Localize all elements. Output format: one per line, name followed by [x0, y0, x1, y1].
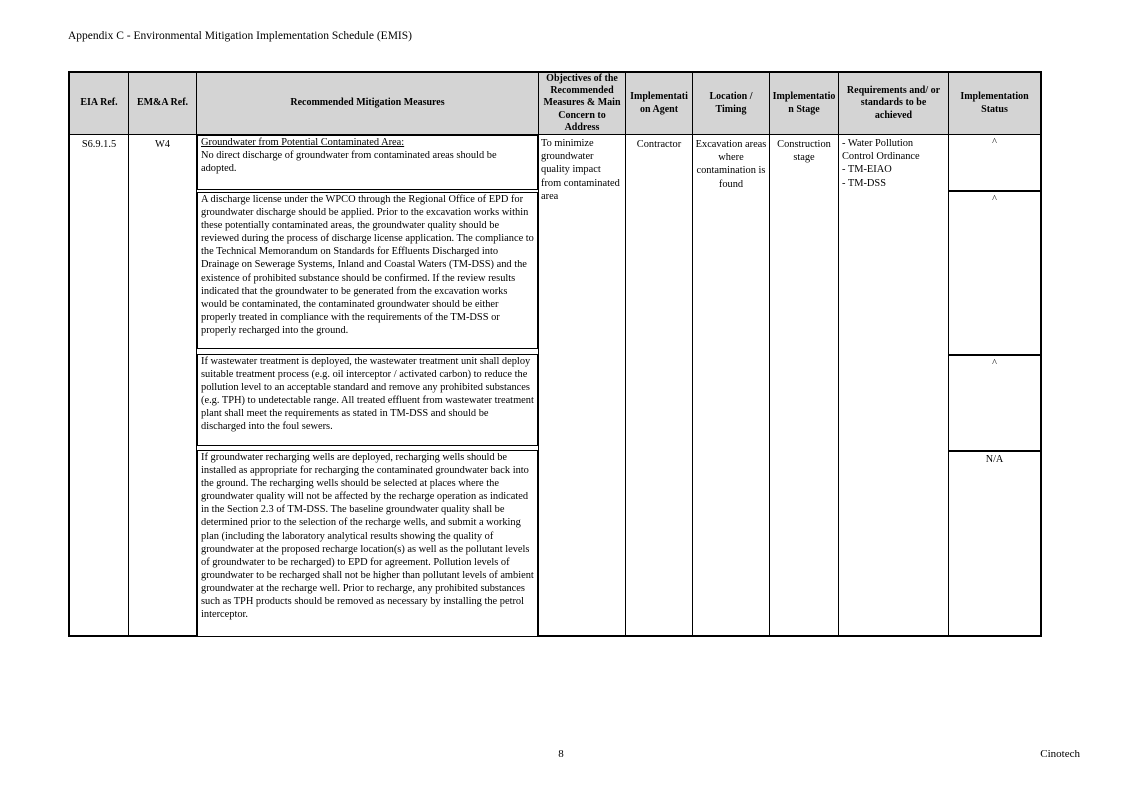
cell-implementation-status — [949, 135, 1040, 637]
measure-item — [197, 135, 538, 190]
measure-text: A discharge license under the WPCO through the Regional Office of EPD for groundwater discharge should be applied. Prior to the excavation works within these potentially contaminated areas, the groundwater quality should be reviewed during the process of discharge license application. The compliance to the Technical Memorandum on Standards for Effluents Discharged into Drainage on Sewerage Systems, Inland and Coastal Waters (TM-DSS) and the existence of prohibited substance should be confirmed. If the review results indicated that the groundwater to be generated from the excavation works would be contaminated, the contaminated groundwater should be either properly treated in compliance with the requirements of the TM-DSS or properly recharged into the ground. — [201, 194, 534, 336]
table-body-row — [70, 135, 1040, 637]
cell-eia-ref: S6.9.1.5 — [70, 135, 129, 637]
column-header-objectives: Objectives of the Recommended Measures & Main Concern to Address — [539, 73, 626, 134]
cell-implementation-agent: Contractor — [626, 135, 693, 637]
measure-text: If groundwater recharging wells are deployed, recharging wells should be installed as appropriate for recharging the contaminated groundwater back into the ground. The recharging wells should be selected at places where the groundwater quality will not be affected by the recharge operation as indicated in the Section 2.3 of TM-DSS. The baseline groundwater quality shall be determined prior to the selection of the recharge wells, and submit a working plan (including the laboratory analytical results showing the quality of groundwater at the proposed recharge location(s) as well as the pollutant levels of groundwater to be recharged) to EPD for agreement. Pollution levels of groundwater to be recharged shall not be higher than pollutant levels of ambient groundwater at the recharge well. Prior to recharge, any prohibited substances such as TPH products should be removed as necessary by installing the petrol interceptor. — [201, 452, 534, 621]
measure-item — [197, 354, 538, 446]
column-header-ema-ref: EM&A Ref. — [129, 73, 197, 134]
status-value: ^ — [949, 356, 1040, 452]
column-header-measures: Recommended Mitigation Measures — [197, 73, 539, 134]
page-number: 8 — [558, 748, 564, 760]
cell-objectives: To minimize groundwater quality impact from contaminated area — [539, 135, 626, 637]
column-header-eia-ref: EIA Ref. — [70, 73, 129, 134]
cell-implementation-stage: Construction stage — [770, 135, 839, 637]
requirement-item: - Water Pollution Control Ordinance — [842, 138, 920, 163]
document-title: Appendix C - Environmental Mitigation Implementation Schedule (EMIS) — [68, 30, 412, 42]
column-header-requirements: Requirements and/ or standards to be achieved — [839, 73, 949, 134]
cell-ema-ref: W4 — [129, 135, 197, 637]
measure-text: No direct discharge of groundwater from contaminated areas should be adopted. — [201, 150, 497, 175]
column-header-implementation-stage: Implementation Stage — [770, 73, 839, 134]
footer-company-name: Cinotech — [1040, 748, 1080, 760]
column-header-implementation-status: Implementation Status — [960, 91, 1029, 115]
cell-mitigation-measures — [197, 135, 539, 637]
status-value: ^ — [949, 135, 1040, 192]
cell-requirements — [839, 135, 949, 637]
measure-heading: Groundwater from Potential Contaminated Area: — [201, 137, 405, 148]
measure-item — [197, 450, 538, 637]
emis-table — [68, 71, 1042, 637]
measure-text: If wastewater treatment is deployed, the wastewater treatment unit shall deploy suitable treatment process (e.g. oil interceptor / activated carbon) to reduce the pollution level to an acceptable standard and remove any prohibited substances (e.g. TPH) to undetectable range. All treated effluent from wastewater treatment plant shall meet the requirements as stated in TM-DSS and should be discharged into the foul sewers. — [201, 356, 534, 433]
status-value: ^ — [949, 192, 1040, 356]
status-value: N/A — [985, 454, 1004, 465]
cell-location-timing: Excavation areas where contamination is found — [693, 135, 770, 637]
table-header-row — [70, 73, 1040, 135]
column-header-location-timing: Location / Timing — [693, 73, 770, 134]
requirement-item: - TM-EIAO — [842, 164, 892, 176]
measure-item — [197, 192, 538, 349]
column-header-implementation-agent: Implementation Agent — [626, 73, 693, 134]
requirement-item: - TM-DSS — [842, 177, 886, 189]
